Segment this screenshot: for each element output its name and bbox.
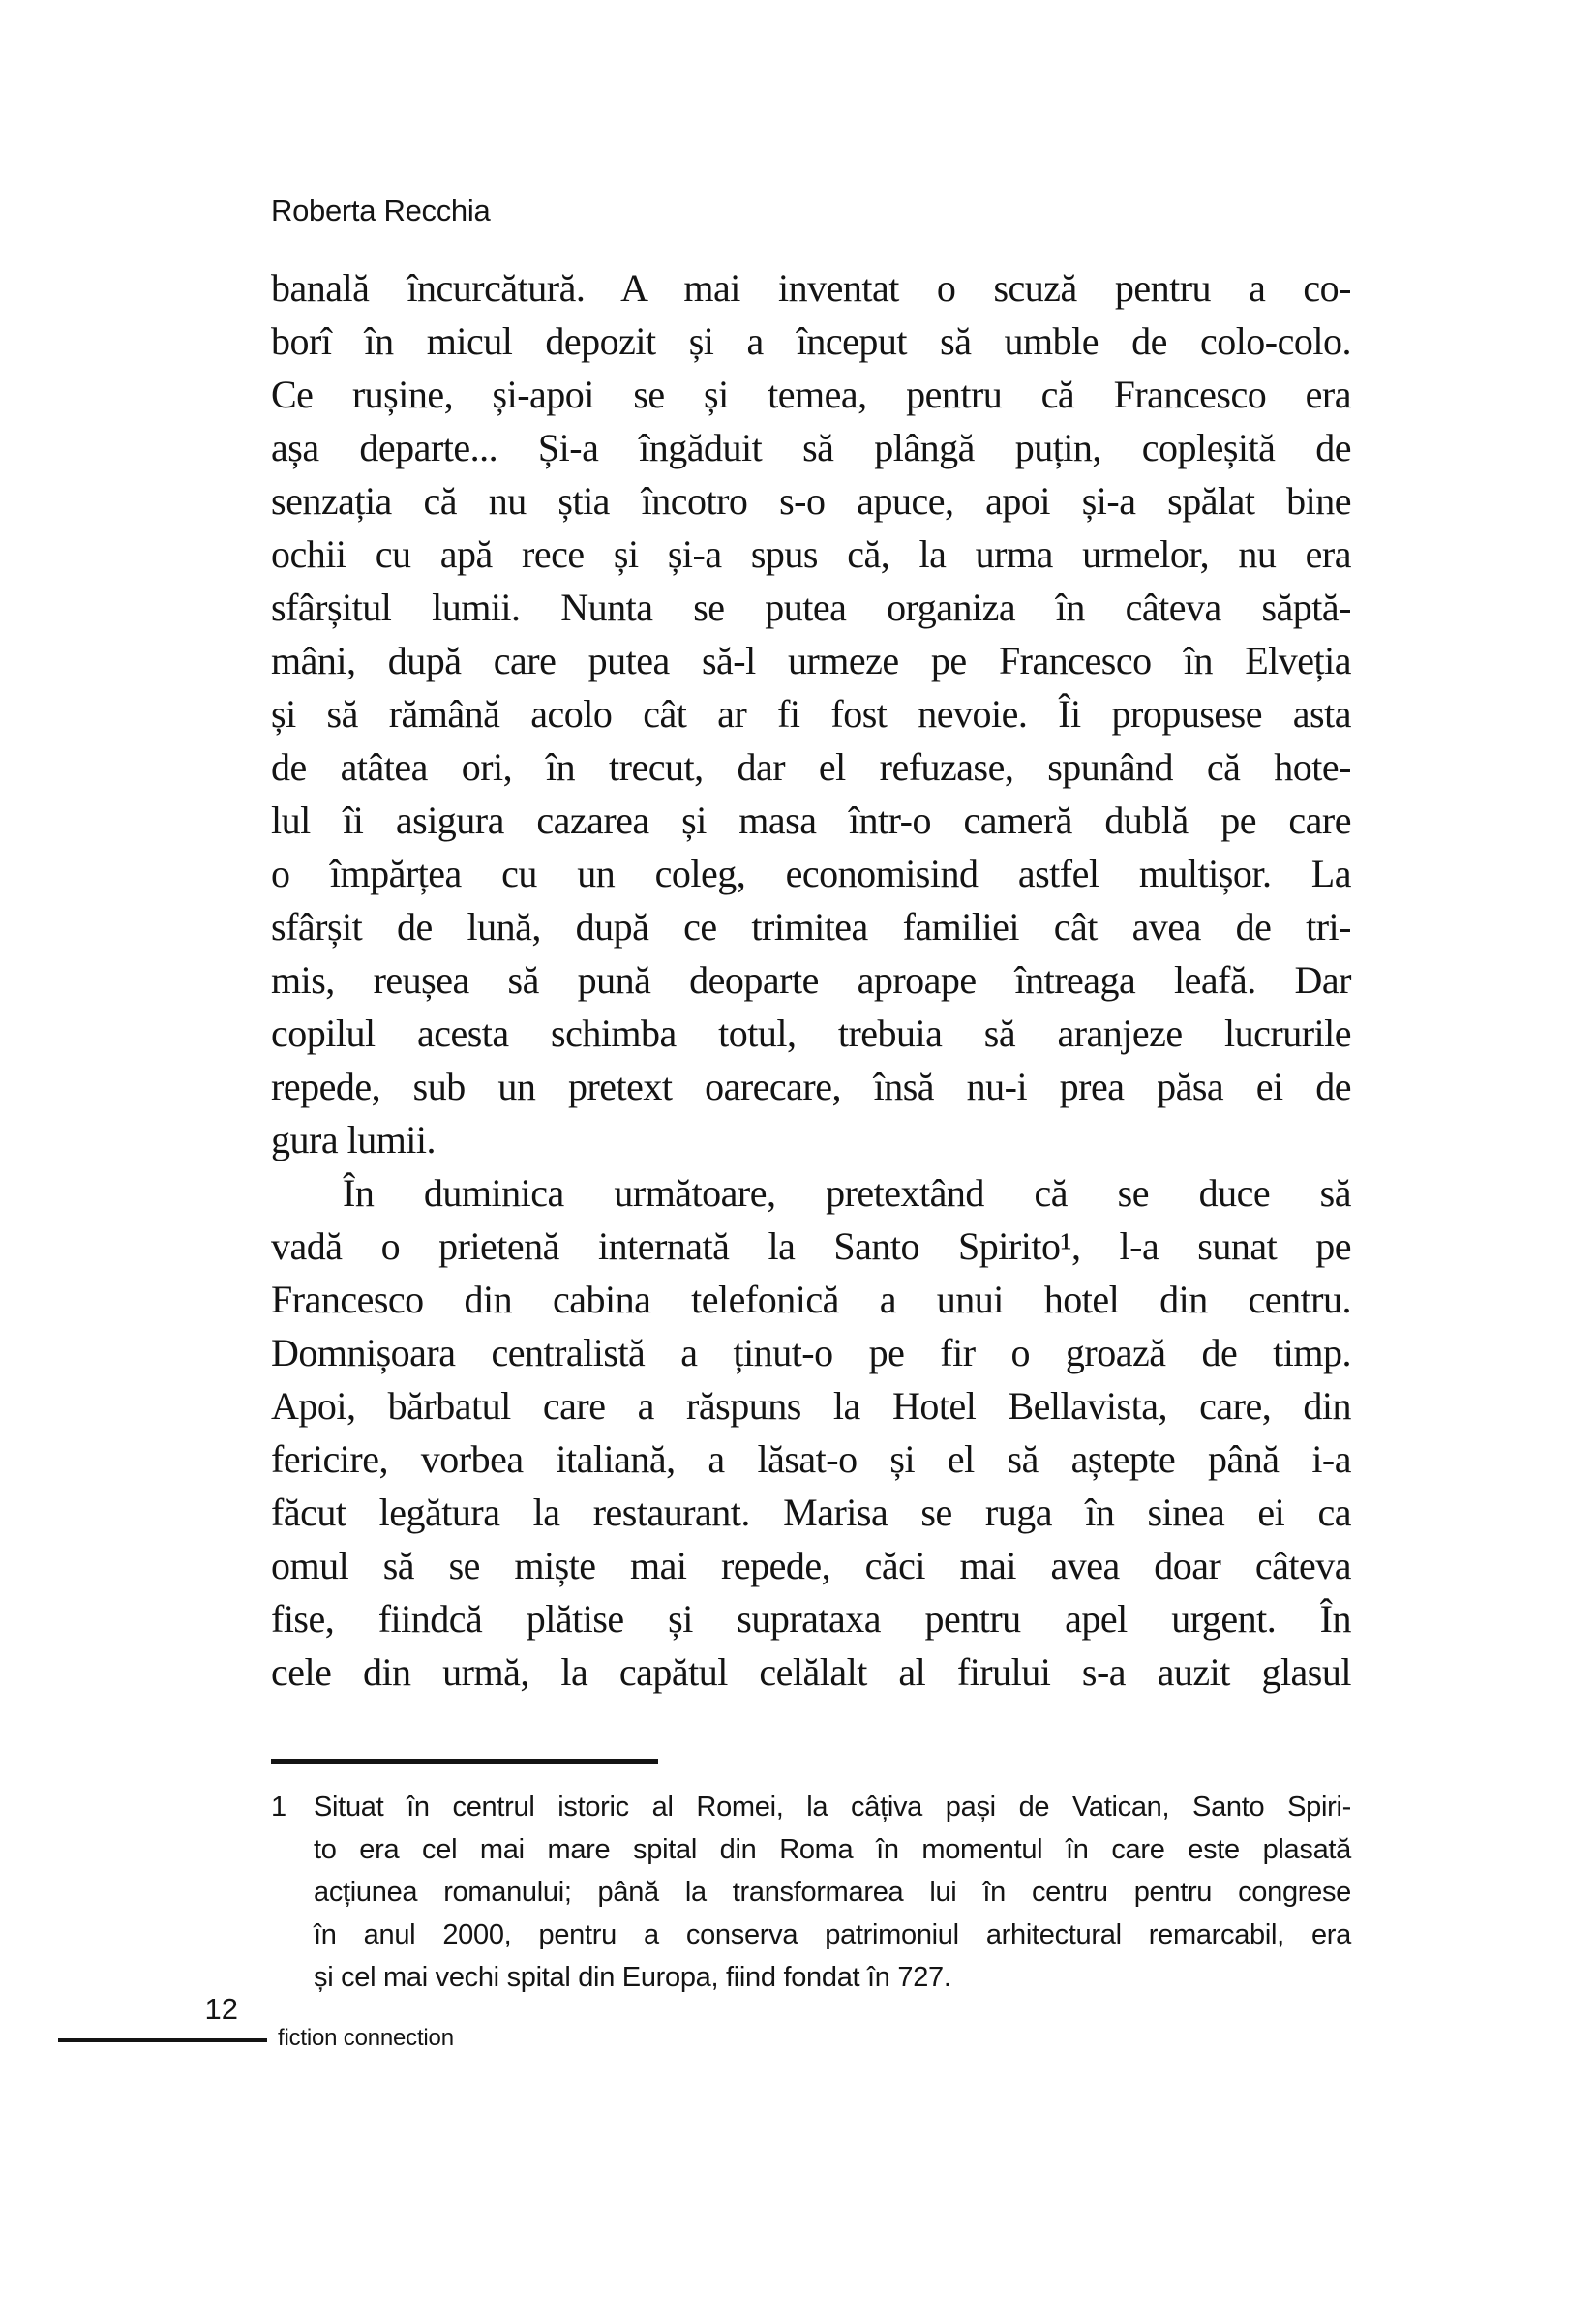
author-header: Roberta Recchia: [271, 194, 491, 227]
footnote: [271, 1786, 1351, 1999]
footnote-line: acțiunea romanului; până la transformarea lui în centru pentru congrese: [314, 1877, 1351, 1908]
body-text-line: borî în micul depozit și a început să umble de colo-colo.: [271, 319, 1351, 363]
body-text-line: vadă o prietenă internată la Santo Spirito¹, l-a sunat pe: [271, 1224, 1351, 1268]
footnote-number: 1: [271, 1792, 287, 1823]
body-text-line: de atâtea ori, în trecut, dar el refuzase, spunând că hote-: [271, 745, 1351, 789]
footnote-line: în anul 2000, pentru a conserva patrimoniul arhitectural remarcabil, era: [314, 1919, 1351, 1950]
body-text-line: ochii cu apă rece și și-a spus că, la urma urmelor, nu era: [271, 532, 1351, 576]
footnote-line: to era cel mai mare spital din Roma în momentul în care este plasată: [314, 1834, 1351, 1865]
body-text-line: mâni, după care putea să-l urmeze pe Francesco în Elveția: [271, 639, 1351, 682]
body-text-line: repede, sub un pretext oarecare, însă nu-i prea păsa ei de: [271, 1065, 1351, 1108]
body-text-line-paragraph-end: gura lumii.: [271, 1118, 437, 1161]
body-text-line: banală încurcătură. A mai inventat o scuză pentru a co-: [271, 266, 1351, 310]
body-text-line: copilul acesta schimba totul, trebuia să aranjeze lucrurile: [271, 1011, 1351, 1055]
body-text-line: omul să se miște mai repede, căci mai avea doar câteva: [271, 1544, 1351, 1587]
body-text-line: o împărțea cu un coleg, economisind astfel multișor. La: [271, 852, 1351, 895]
body-text-line: senzația că nu știa încotro s-o apuce, apoi și-a spălat bine: [271, 479, 1351, 523]
body-text-line: așa departe... Și-a îngăduit să plângă puțin, copleșită de: [271, 426, 1351, 469]
footnote-separator-rule: [271, 1759, 658, 1764]
body-text-line: mis, reușea să pună deoparte aproape întreaga leafă. Dar: [271, 958, 1351, 1002]
body-text-line: Ce rușine, și-apoi se și temea, pentru că Francesco era: [271, 373, 1351, 416]
imprint-label: fiction connection: [278, 2025, 454, 2051]
body-text-line: fise, fiindcă plătise și suprataxa pentru apel urgent. În: [271, 1597, 1351, 1641]
body-text-line: Apoi, bărbatul care a răspuns la Hotel Bellavista, care, din: [271, 1384, 1351, 1428]
body-text-line: Domnișoara centralistă a ținut-o pe fir o groază de timp.: [271, 1331, 1351, 1374]
footer-rule: [58, 2038, 267, 2042]
body-text-line: fericire, vorbea italiană, a lăsat-o și el să aștepte până i-a: [271, 1437, 1351, 1481]
body-text-line: făcut legătura la restaurant. Marisa se ruga în sinea ei ca: [271, 1491, 1351, 1534]
body-text-line: lul îi asigura cazarea și masa într-o cameră dublă pe care: [271, 799, 1351, 842]
body-text-line: și să rămână acolo cât ar fi fost nevoie. Îi propusese asta: [271, 692, 1351, 736]
body-text-line: cele din urmă, la capătul celălalt al firului s-a auzit glasul: [271, 1650, 1351, 1694]
body-text-line: Francesco din cabina telefonică a unui hotel din centru.: [271, 1278, 1351, 1321]
footnote-line: Situat în centrul istoric al Romei, la câțiva pași de Vatican, Santo Spiri-: [314, 1792, 1351, 1823]
footnote-line: și cel mai vechi spital din Europa, fiind fondat în 727.: [314, 1962, 951, 1993]
page-number: 12: [204, 1992, 238, 2026]
body-text-line-paragraph-start: În duminica următoare, pretextând că se duce să: [343, 1171, 1351, 1215]
body-text-block: [271, 261, 1351, 1699]
body-text-line: sfârșitul lumii. Nunta se putea organiza în câteva săptă-: [271, 586, 1351, 629]
body-text-line: sfârșit de lună, după ce trimitea familiei cât avea de tri-: [271, 905, 1351, 949]
footnote-row: [271, 1786, 1351, 1999]
